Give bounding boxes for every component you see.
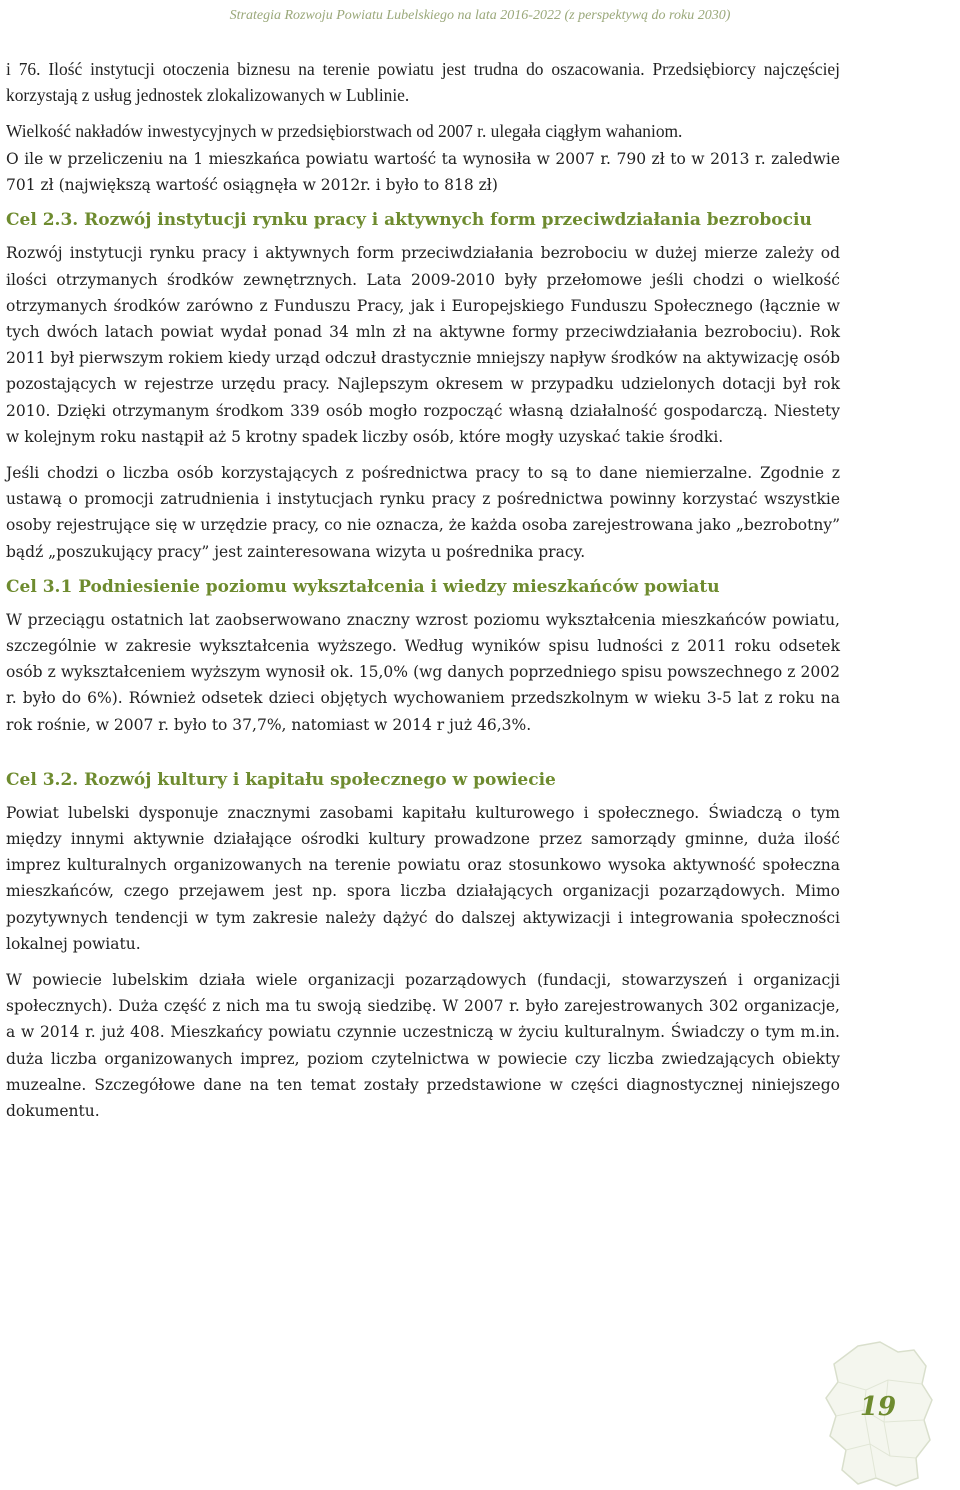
goal-2-3-heading: Cel 2.3. Rozwój instytucji rynku pracy i aktywnych form przeciwdziałania bezrobociu <box>6 210 812 231</box>
intro-paragraph: i 76. Ilość instytucji otoczenia biznesu na terenie powiatu jest trudna do oszacowania. Przedsiębiorcy najczęściej korzystają z usług jednostek zlokalizowanych w Lublinie. <box>6 59 840 105</box>
goal-2-3-paragraph-2: Jeśli chodzi o liczba osób korzystających z pośrednictwa pracy to są to dane niemierzalne. Zgodnie z ustawą o promocji zatrudnienia i instytucjach rynku pracy z pośrednictwa powinny korzystać wszystkie osoby rejestrujące się w urzędzie pracy, co nie oznacza, że każda osoba zarejestrowana jako „bezrobotny” bądź „poszukujący pracy” jest zainteresowana wizyta u pośrednika pracy. <box>6 464 841 561</box>
page-content <box>6 56 840 1134</box>
goal-3-2-paragraph-2: W powiecie lubelskim działa wiele organizacji pozarządowych (fundacji, stowarzyszeń i organizacji społecznych). Duża część z nich ma tu swoją siedzibę. W 2007 r. było zarejestrowanych 302 organizacje, a w 2014 r. już 408. Mieszkańcy powiatu czynnie uczestniczą w życiu kulturalnym. Świadczy o tym m.in. duża liczba organizowanych imprez, poziom czytelnictwa w powiecie czy liczba zwiedzających obiekty muzealne. Szczegółowe dane na ten temat zostały przedstawione w części diagnostycznej niniejszego dokumentu. <box>6 971 840 1121</box>
goal-3-2-heading: Cel 3.2. Rozwój kultury i kapitału społecznego w powiecie <box>6 769 556 790</box>
goal-3-1-heading: Cel 3.1 Podniesienie poziomu wykształcenia i wiedzy mieszkańców powiatu <box>6 576 720 597</box>
investment-values-paragraph: O ile w przeliczeniu na 1 mieszkańca powiatu wartość ta wynosiła w 2007 r. 790 zł to w 2013 r. zaledwie 701 zł (największą wartość osiągnęła w 2012r. i było to 818 zł) <box>6 150 840 195</box>
investment-paragraph: Wielkość nakładów inwestycyjnych w przedsiębiorstwach od 2007 r. ulegała ciągłym wahaniom. <box>6 121 683 141</box>
running-header: Strategia Rozwoju Powiatu Lubelskiego na lata 2016-2022 (z perspektywą do roku 2030) <box>229 8 731 23</box>
goal-3-1-paragraph: W przeciągu ostatnich lat zaobserwowano znaczny wzrost poziomu wykształcenia mieszkańców powiatu, szczególnie w zakresie wykształcenia wyższego. Według wyników spisu ludności z 2011 roku odsetek osób z wykształceniem wyższym wynosił ok. 15,0% (wg danych poprzedniego spisu powszechnego z 2002 r. było do 6%). Również odsetek dzieci objętych wychowaniem przedszkolnym w wieku 3-5 lat z roku na rok rośnie, w 2007 r. było to 37,7%, natomiast w 2014 r już 46,3%. <box>6 610 840 734</box>
goal-3-2-paragraph-1: Powiat lubelski dysponuje znacznymi zasobami kapitału kulturowego i społecznego. Świadczą o tym między innymi aktywnie działające ośrodki kultury prowadzone przez samorządy gminne, duża ilość imprez kulturalnych organizowanych na terenie powiatu oraz stosunkowo wysoka aktywność społeczna mieszkańców, czego przejawem jest np. spora liczba działających organizacji pozarządowych. Mimo pozytywnych tendencji w tym zakresie należy dążyć do dalszej aktywizacji i integrowania społeczności lokalnej powiatu. <box>6 803 840 953</box>
goal-2-3-paragraph-1: Rozwój instytucji rynku pracy i aktywnych form przeciwdziałania bezrobociu w dużej mierze zależy od ilości otrzymanych środków zewnętrznych. Lata 2009-2010 były przełomowe jeśli chodzi o wielkość otrzymanych środków zarówno z Funduszu Pracy, jak i Europejskiego Funduszu Społecznego (łącznie w tych dwóch latach powiat wydał ponad 34 mln zł na aktywne formy przeciwdziałania bezrobociu). Rok 2011 był pierwszym rokiem kiedy urząd odczuł drastycznie mniejszy napływ środków na aktywizację osób pozostających w rejestrze urzędu pracy. Najlepszym okresem w przypadku udzielonych dotacji był rok 2010. Dzięki otrzymanym środkom 339 osób mogło rozpocząć własną działalność gospodarczą. Niestety w kolejnym roku nastąpił aż 5 krotny spadek liczby osób, które mogły uzyskać takie środki. <box>6 244 840 446</box>
page-number: 19 <box>859 1392 897 1422</box>
